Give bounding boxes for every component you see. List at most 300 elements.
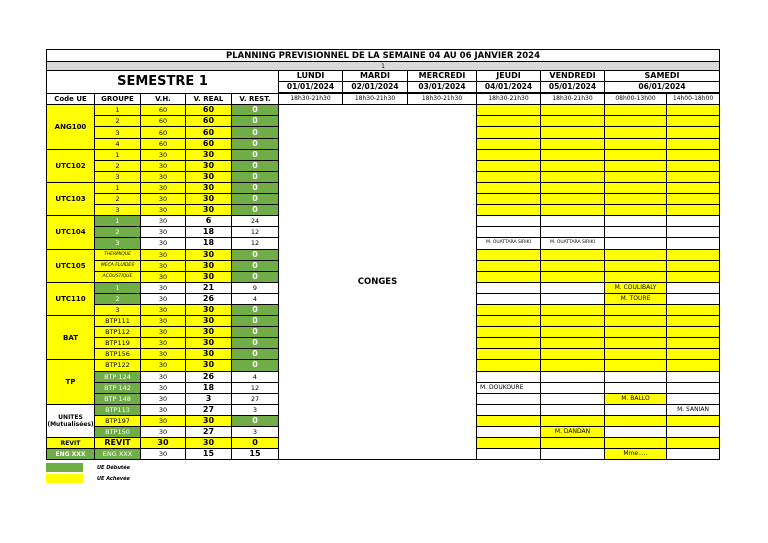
date-lundi: 01/01/2024 (279, 82, 343, 94)
cell-groupe: 2 (95, 293, 141, 304)
cell-jeudi (477, 160, 541, 171)
cell-vh: 60 (141, 116, 186, 127)
col-header-vh: V.H. (141, 93, 186, 105)
cell-groupe: 1 (95, 149, 141, 160)
cell-samedi-am (605, 360, 667, 371)
ue-code-tp: TP (47, 360, 95, 404)
cell-vh: 30 (141, 393, 186, 404)
cell-vh: 30 (141, 260, 186, 271)
cell-vrest: 3 (232, 404, 279, 415)
cell-vreal: 60 (186, 105, 232, 116)
cell-samedi-pm (667, 271, 720, 282)
cell-vrest: 12 (232, 238, 279, 249)
cell-jeudi (477, 127, 541, 138)
cell-groupe: 3 (95, 127, 141, 138)
cell-samedi-pm (667, 216, 720, 227)
cell-samedi-pm (667, 349, 720, 360)
cell-vrest: 0 (232, 138, 279, 149)
cell-vendredi (541, 371, 605, 382)
cell-samedi-pm (667, 338, 720, 349)
cell-jeudi (477, 105, 541, 116)
cell-groupe: 4 (95, 138, 141, 149)
day-samedi: SAMEDI (605, 71, 720, 82)
cell-samedi-pm (667, 327, 720, 338)
cell-samedi-am (605, 327, 667, 338)
ue-code-utc104: UTC104 (47, 216, 95, 249)
cell-vrest: 0 (232, 116, 279, 127)
cell-vrest: 0 (232, 349, 279, 360)
cell-groupe: 1 (95, 182, 141, 193)
ue-code-bat: BAT (47, 316, 95, 360)
cell-vendredi (541, 171, 605, 182)
legend-label: UE Débutée (97, 464, 131, 471)
cell-groupe: 2 (95, 160, 141, 171)
cell-groupe: BTP 142 (95, 382, 141, 393)
cell-vendredi (541, 449, 605, 460)
legend-label: UE Achevée (97, 475, 130, 482)
table-row (47, 105, 720, 116)
cell-samedi-am (605, 238, 667, 249)
cell-jeudi (477, 338, 541, 349)
cell-jeudi (477, 427, 541, 438)
cell-vreal: 27 (186, 404, 232, 415)
cell-groupe: 2 (95, 194, 141, 205)
cell-vreal: 30 (186, 304, 232, 315)
col-header-vrest: V. REST. (232, 93, 279, 105)
cell-samedi-am (605, 371, 667, 382)
cell-groupe: BTP 148 (95, 393, 141, 404)
ue-code-eng: ENG XXX (47, 449, 95, 460)
cell-jeudi (477, 438, 541, 449)
cell-vendredi: M. OUATTARA SIRIKI (541, 238, 605, 249)
date-mercredi: 03/01/2024 (408, 82, 477, 94)
cell-vh: 30 (141, 205, 186, 216)
cell-vreal: 30 (186, 171, 232, 182)
cell-samedi-am (605, 149, 667, 160)
cell-samedi-pm (667, 249, 720, 260)
day-vendredi: VENDREDI (541, 71, 605, 82)
cell-vendredi (541, 249, 605, 260)
cell-groupe: BTP111 (95, 316, 141, 327)
cell-samedi-pm (667, 182, 720, 193)
cell-jeudi (477, 327, 541, 338)
cell-vendredi: M. DANDAN (541, 427, 605, 438)
cell-vrest: 0 (232, 194, 279, 205)
cell-samedi-am (605, 260, 667, 271)
cell-vendredi (541, 438, 605, 449)
cell-vreal: 30 (186, 194, 232, 205)
cell-samedi-am (605, 182, 667, 193)
legend (46, 462, 130, 484)
cell-vendredi (541, 160, 605, 171)
date-vendredi: 05/01/2024 (541, 82, 605, 94)
cell-vrest: 0 (232, 205, 279, 216)
cell-jeudi (477, 249, 541, 260)
cell-groupe: 3 (95, 304, 141, 315)
cell-vendredi (541, 415, 605, 426)
col-header-code-ue: Code UE (47, 93, 95, 105)
cell-vrest: 0 (232, 338, 279, 349)
cell-samedi-am (605, 316, 667, 327)
cell-jeudi (477, 149, 541, 160)
cell-vh: 30 (141, 238, 186, 249)
cell-groupe: THERMIQUE (95, 249, 141, 260)
cell-groupe: ENG XXX (95, 449, 141, 460)
cell-vreal: 60 (186, 127, 232, 138)
cell-vh: 30 (141, 338, 186, 349)
cell-vh: 30 (141, 449, 186, 460)
cell-groupe: BTP112 (95, 327, 141, 338)
ue-code-utc103: UTC103 (47, 182, 95, 215)
cell-samedi-am (605, 194, 667, 205)
cell-vendredi (541, 304, 605, 315)
cell-vrest: 3 (232, 427, 279, 438)
cell-samedi-pm (667, 194, 720, 205)
cell-vreal: 30 (186, 316, 232, 327)
cell-vrest: 0 (232, 304, 279, 315)
cell-groupe: 1 (95, 105, 141, 116)
cell-vreal: 18 (186, 238, 232, 249)
cell-jeudi (477, 360, 541, 371)
cell-vendredi (541, 194, 605, 205)
cell-samedi-am (605, 304, 667, 315)
slot-samedi-am: 08h00-13h00 (605, 93, 667, 105)
cell-vreal: 30 (186, 205, 232, 216)
cell-groupe: BTP 124 (95, 371, 141, 382)
slot-vendredi: 18h30-21h30 (541, 93, 605, 105)
cell-vh: 30 (141, 371, 186, 382)
planning-sheet (46, 49, 719, 460)
cell-samedi-pm (667, 282, 720, 293)
ue-code-unites: UNITES (Mutualisées) (47, 404, 95, 437)
cell-samedi-pm (667, 382, 720, 393)
cell-samedi-am (605, 438, 667, 449)
slot-mercredi: 18h30-21h30 (408, 93, 477, 105)
cell-vendredi (541, 327, 605, 338)
cell-vrest: 0 (232, 415, 279, 426)
cell-samedi-am (605, 227, 667, 238)
cell-vendredi (541, 216, 605, 227)
cell-vh: 30 (141, 249, 186, 260)
cell-vreal: 3 (186, 393, 232, 404)
cell-vendredi (541, 260, 605, 271)
cell-vh: 30 (141, 427, 186, 438)
slot-mardi: 18h30-21h30 (343, 93, 408, 105)
cell-jeudi (477, 271, 541, 282)
cell-vrest: 27 (232, 393, 279, 404)
legend-swatch-started (46, 463, 83, 472)
cell-jeudi (477, 138, 541, 149)
semester-label: SEMESTRE 1 (47, 71, 279, 94)
cell-samedi-am (605, 127, 667, 138)
cell-samedi-pm (667, 205, 720, 216)
cell-vh: 30 (141, 271, 186, 282)
cell-jeudi (477, 282, 541, 293)
cell-vreal: 30 (186, 149, 232, 160)
planning-table (46, 49, 720, 460)
cell-vendredi (541, 338, 605, 349)
cell-samedi-pm (667, 360, 720, 371)
cell-jeudi: M. OUATTARA SIRIKI (477, 238, 541, 249)
cell-jeudi (477, 316, 541, 327)
cell-vrest: 9 (232, 282, 279, 293)
cell-vendredi (541, 360, 605, 371)
date-samedi: 06/01/2024 (605, 82, 720, 94)
cell-vendredi (541, 116, 605, 127)
cell-samedi-pm: M. SANIAN (667, 404, 720, 415)
cell-jeudi (477, 205, 541, 216)
page-number: 1 (47, 62, 720, 71)
cell-vreal: 30 (186, 338, 232, 349)
cell-jeudi (477, 227, 541, 238)
cell-jeudi (477, 116, 541, 127)
cell-samedi-pm (667, 238, 720, 249)
conges-block: CONGES (279, 105, 477, 460)
cell-samedi-am (605, 271, 667, 282)
cell-jeudi (477, 216, 541, 227)
cell-samedi-am (605, 404, 667, 415)
cell-vh: 60 (141, 127, 186, 138)
cell-vreal: 60 (186, 138, 232, 149)
cell-vendredi (541, 149, 605, 160)
cell-jeudi (477, 260, 541, 271)
cell-jeudi (477, 304, 541, 315)
cell-vendredi (541, 404, 605, 415)
cell-samedi-pm (667, 415, 720, 426)
cell-samedi-am (605, 382, 667, 393)
cell-samedi-am (605, 338, 667, 349)
cell-vh: 30 (141, 327, 186, 338)
cell-samedi-pm (667, 149, 720, 160)
cell-samedi-pm (667, 227, 720, 238)
cell-vh: 30 (141, 182, 186, 193)
ue-code-utc102: UTC102 (47, 149, 95, 182)
legend-item (46, 462, 130, 473)
cell-samedi-pm (667, 304, 720, 315)
cell-vh: 30 (141, 404, 186, 415)
cell-vreal: 30 (186, 349, 232, 360)
cell-vrest: 0 (232, 105, 279, 116)
cell-vreal: 26 (186, 371, 232, 382)
cell-vrest: 0 (232, 149, 279, 160)
cell-vrest: 0 (232, 271, 279, 282)
cell-vrest: 0 (232, 360, 279, 371)
cell-samedi-am: M. BALLO (605, 393, 667, 404)
cell-vreal: 30 (186, 271, 232, 282)
cell-vendredi (541, 105, 605, 116)
cell-vendredi (541, 316, 605, 327)
cell-samedi-pm (667, 293, 720, 304)
cell-vreal: 60 (186, 116, 232, 127)
cell-vendredi (541, 393, 605, 404)
cell-vreal: 30 (186, 160, 232, 171)
cell-jeudi (477, 171, 541, 182)
cell-samedi-pm (667, 316, 720, 327)
cell-groupe: REVIT (95, 438, 141, 449)
legend-item (46, 473, 130, 484)
date-mardi: 02/01/2024 (343, 82, 408, 94)
legend-swatch-done (46, 474, 83, 483)
cell-vendredi (541, 349, 605, 360)
cell-vh: 30 (141, 415, 186, 426)
cell-groupe: ACOUSTIQUE (95, 271, 141, 282)
cell-samedi-am (605, 171, 667, 182)
cell-vreal: 18 (186, 227, 232, 238)
cell-vreal: 30 (186, 249, 232, 260)
cell-jeudi (477, 194, 541, 205)
cell-vrest: 0 (232, 260, 279, 271)
cell-vrest: 4 (232, 371, 279, 382)
cell-samedi-am (605, 427, 667, 438)
cell-samedi-am: M. TOURE (605, 293, 667, 304)
cell-vrest: 4 (232, 293, 279, 304)
cell-samedi-am: Mme..... (605, 449, 667, 460)
cell-vrest: 12 (232, 382, 279, 393)
cell-samedi-am (605, 105, 667, 116)
cell-groupe: 3 (95, 238, 141, 249)
cell-jeudi (477, 371, 541, 382)
cell-vendredi (541, 227, 605, 238)
day-lundi: LUNDI (279, 71, 343, 82)
slot-jeudi: 18h30-21h30 (477, 93, 541, 105)
ue-code-ang100: ANG100 (47, 105, 95, 149)
cell-vh: 30 (141, 227, 186, 238)
cell-vh: 30 (141, 293, 186, 304)
cell-samedi-pm (667, 160, 720, 171)
cell-vreal: 30 (186, 438, 232, 449)
cell-samedi-pm (667, 138, 720, 149)
cell-samedi-pm (667, 116, 720, 127)
cell-vendredi (541, 182, 605, 193)
cell-groupe: BTP197 (95, 415, 141, 426)
cell-samedi-am (605, 138, 667, 149)
cell-groupe: 1 (95, 282, 141, 293)
cell-vh: 30 (141, 316, 186, 327)
ue-code-utc110: UTC110 (47, 282, 95, 315)
cell-vh: 30 (141, 171, 186, 182)
cell-vendredi (541, 127, 605, 138)
cell-jeudi: M. DOUKOURE (477, 382, 541, 393)
cell-groupe: BTP119 (95, 338, 141, 349)
cell-samedi-pm (667, 127, 720, 138)
cell-samedi-am (605, 160, 667, 171)
cell-vrest: 0 (232, 438, 279, 449)
day-mardi: MARDI (343, 71, 408, 82)
cell-vh: 30 (141, 160, 186, 171)
cell-samedi-am (605, 415, 667, 426)
cell-groupe: BTP150 (95, 427, 141, 438)
cell-vh: 60 (141, 138, 186, 149)
cell-groupe: 2 (95, 227, 141, 238)
cell-jeudi (477, 393, 541, 404)
ue-code-utc105: UTC105 (47, 249, 95, 282)
cell-samedi-pm (667, 171, 720, 182)
cell-vh: 30 (141, 304, 186, 315)
cell-vreal: 15 (186, 449, 232, 460)
cell-jeudi (477, 293, 541, 304)
cell-vrest: 0 (232, 327, 279, 338)
cell-vendredi (541, 271, 605, 282)
cell-samedi-pm (667, 371, 720, 382)
col-header-groupe: GROUPE (95, 93, 141, 105)
cell-samedi-am (605, 249, 667, 260)
cell-samedi-pm (667, 427, 720, 438)
cell-groupe: MECA FLUIDES (95, 260, 141, 271)
cell-vh: 30 (141, 382, 186, 393)
cell-groupe: 1 (95, 216, 141, 227)
cell-vh: 30 (141, 438, 186, 449)
cell-groupe: 2 (95, 116, 141, 127)
cell-vreal: 30 (186, 260, 232, 271)
cell-vreal: 6 (186, 216, 232, 227)
day-jeudi: JEUDI (477, 71, 541, 82)
cell-samedi-am: M. COULIBALY (605, 282, 667, 293)
cell-vreal: 30 (186, 182, 232, 193)
cell-vh: 30 (141, 282, 186, 293)
cell-samedi-pm (667, 105, 720, 116)
cell-vrest: 0 (232, 160, 279, 171)
cell-samedi-pm (667, 449, 720, 460)
cell-groupe: BTP113 (95, 404, 141, 415)
cell-samedi-am (605, 349, 667, 360)
cell-vrest: 24 (232, 216, 279, 227)
cell-vreal: 18 (186, 382, 232, 393)
cell-vendredi (541, 282, 605, 293)
cell-vh: 30 (141, 360, 186, 371)
cell-groupe: 3 (95, 171, 141, 182)
slot-samedi-pm: 14h00-18h00 (667, 93, 720, 105)
cell-vh: 30 (141, 216, 186, 227)
planning-title: PLANNING PREVISIONNEL DE LA SEMAINE 04 AU 06 JANVIER 2024 (47, 50, 720, 62)
ue-code-revit: REVIT (47, 438, 95, 449)
cell-jeudi (477, 415, 541, 426)
cell-samedi-pm (667, 438, 720, 449)
cell-vendredi (541, 382, 605, 393)
cell-vendredi (541, 293, 605, 304)
cell-jeudi (477, 449, 541, 460)
cell-vh: 30 (141, 149, 186, 160)
cell-vrest: 12 (232, 227, 279, 238)
cell-samedi-am (605, 216, 667, 227)
cell-vreal: 30 (186, 360, 232, 371)
cell-vrest: 15 (232, 449, 279, 460)
cell-vendredi (541, 138, 605, 149)
cell-vrest: 0 (232, 182, 279, 193)
cell-vrest: 0 (232, 249, 279, 260)
cell-groupe: BTP122 (95, 360, 141, 371)
cell-vreal: 30 (186, 327, 232, 338)
cell-vrest: 0 (232, 127, 279, 138)
cell-groupe: BTP156 (95, 349, 141, 360)
cell-jeudi (477, 349, 541, 360)
cell-samedi-am (605, 205, 667, 216)
cell-samedi-pm (667, 393, 720, 404)
cell-samedi-am (605, 116, 667, 127)
cell-vh: 30 (141, 194, 186, 205)
slot-lundi: 18h30-21h30 (279, 93, 343, 105)
cell-groupe: 3 (95, 205, 141, 216)
col-header-vreal: V. REAL (186, 93, 232, 105)
cell-jeudi (477, 182, 541, 193)
cell-vreal: 21 (186, 282, 232, 293)
cell-vh: 30 (141, 349, 186, 360)
cell-vreal: 27 (186, 427, 232, 438)
cell-vreal: 26 (186, 293, 232, 304)
cell-vrest: 0 (232, 171, 279, 182)
cell-vreal: 30 (186, 415, 232, 426)
cell-vendredi (541, 205, 605, 216)
cell-samedi-pm (667, 260, 720, 271)
